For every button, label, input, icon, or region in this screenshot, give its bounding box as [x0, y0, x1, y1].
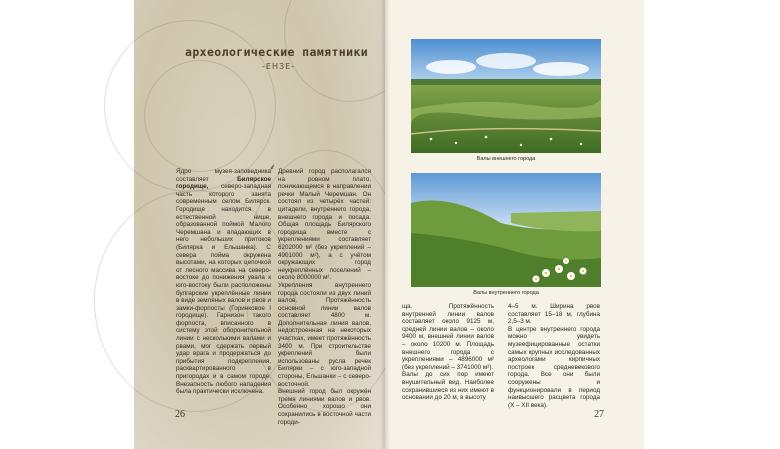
- photo-caption: Валы внутреннего города: [473, 290, 539, 296]
- column-ornament: ⸙: [269, 163, 276, 173]
- page-number-left: 26: [175, 409, 185, 420]
- photo-outer-ramparts: [411, 39, 601, 153]
- paragraph-lead: Ядро музея-заповедника составляет: [176, 168, 271, 183]
- site-name: Билярское городище,: [176, 175, 271, 191]
- paragraph: [176, 168, 271, 396]
- paragraph: Древний город располагался на ровном плато, понижающемся в направлении речки Малый Черемшан. Он состоял из четырёх частей: цитадели, внутреннего города, внешнего города и посада. Общая площадь Билярского городища вместе с укреплениями составляет 6202000 м² (без укреплений – 4901000 м²), а с учётом окружающих город неукреплённых поселений – около 8000000 м². Укрепления внутреннего города состояли из двух линий валов. Протяжённость основной линии валов составляет 4800 м. Дополнительная линия валов, недостроенная на некоторых участках, имеет протяжённость 3400 м. При строительстве укреплений были использованы русла речек Билярки – с юго-западной стороны, Ельшанки – с северо-восточной. Внешний город был окружён тремя линиями валов и рвов. Особенно хорошо они сохранились в восточной части городи-: [278, 168, 371, 426]
- text-column-1: [176, 168, 271, 396]
- landscape-image: [411, 39, 601, 153]
- paragraph: ща. Протяжённость внутренней линии валов составляет около 9125 м, средней линии валов – около 9400 м, внешней линии валов – около 10200 м. Площадь внешнего города с укреплениями – 4896000 м² (без укреплений – 3741000 м²). Валы до сих пор имеют внушительный вид. Наиболее сохранившиеся из них имеют в основании до 20 м, в высоту: [402, 303, 494, 402]
- page-number-right: 27: [594, 409, 604, 420]
- text-column-3: [402, 303, 494, 402]
- title-ornament: -ЕНЗЕ-: [262, 62, 296, 71]
- photo-caption: Валы внешнего города: [476, 156, 536, 162]
- paragraph-rest: северо-западная часть которого занята современным селом Билярск. Городище находится в естественной нише, образованной поймой Малого Черемшана и впадающих в него небольших притоков (Билярка и Ельшанка). С севера пойма окружена высотами, на которых цепочкой от лесного массива на северо-востоке до понижения увала к юго-востоку были расположены булгарские укреплённые линии в виде земляных валов и рвов и замки-форпосты (Горинковое I городище). Гарнизон такого форпоста, вписанного в систему этой оборонительной линии с несколькими валами и рвами, мог сдержать первый удар врага и продержаться до прибытия подкрепления, расквартированного в пригородах и в самом городе. Внезапность любого нападения была практически исключена.: [176, 183, 271, 396]
- photo-inner-ramparts: [411, 173, 601, 287]
- text-column-2: [278, 168, 371, 426]
- page-title: археологические памятники: [185, 45, 369, 59]
- book-gutter: [380, 0, 390, 449]
- decorative-swirl: [144, 60, 256, 172]
- landscape-image: [411, 173, 601, 287]
- paragraph: 4–5 м. Ширина рвов составляет 15–18 м, глубина 2,5–3 м. В центре внутреннего города можно увидеть музеефицированные остатки самых крупных исследованных археологами кирпичных построек средневекового города. Все они были сооружены и функционировали в период наивысшего расцвета города (X – XII века).: [508, 303, 600, 409]
- text-column-4: [508, 303, 600, 409]
